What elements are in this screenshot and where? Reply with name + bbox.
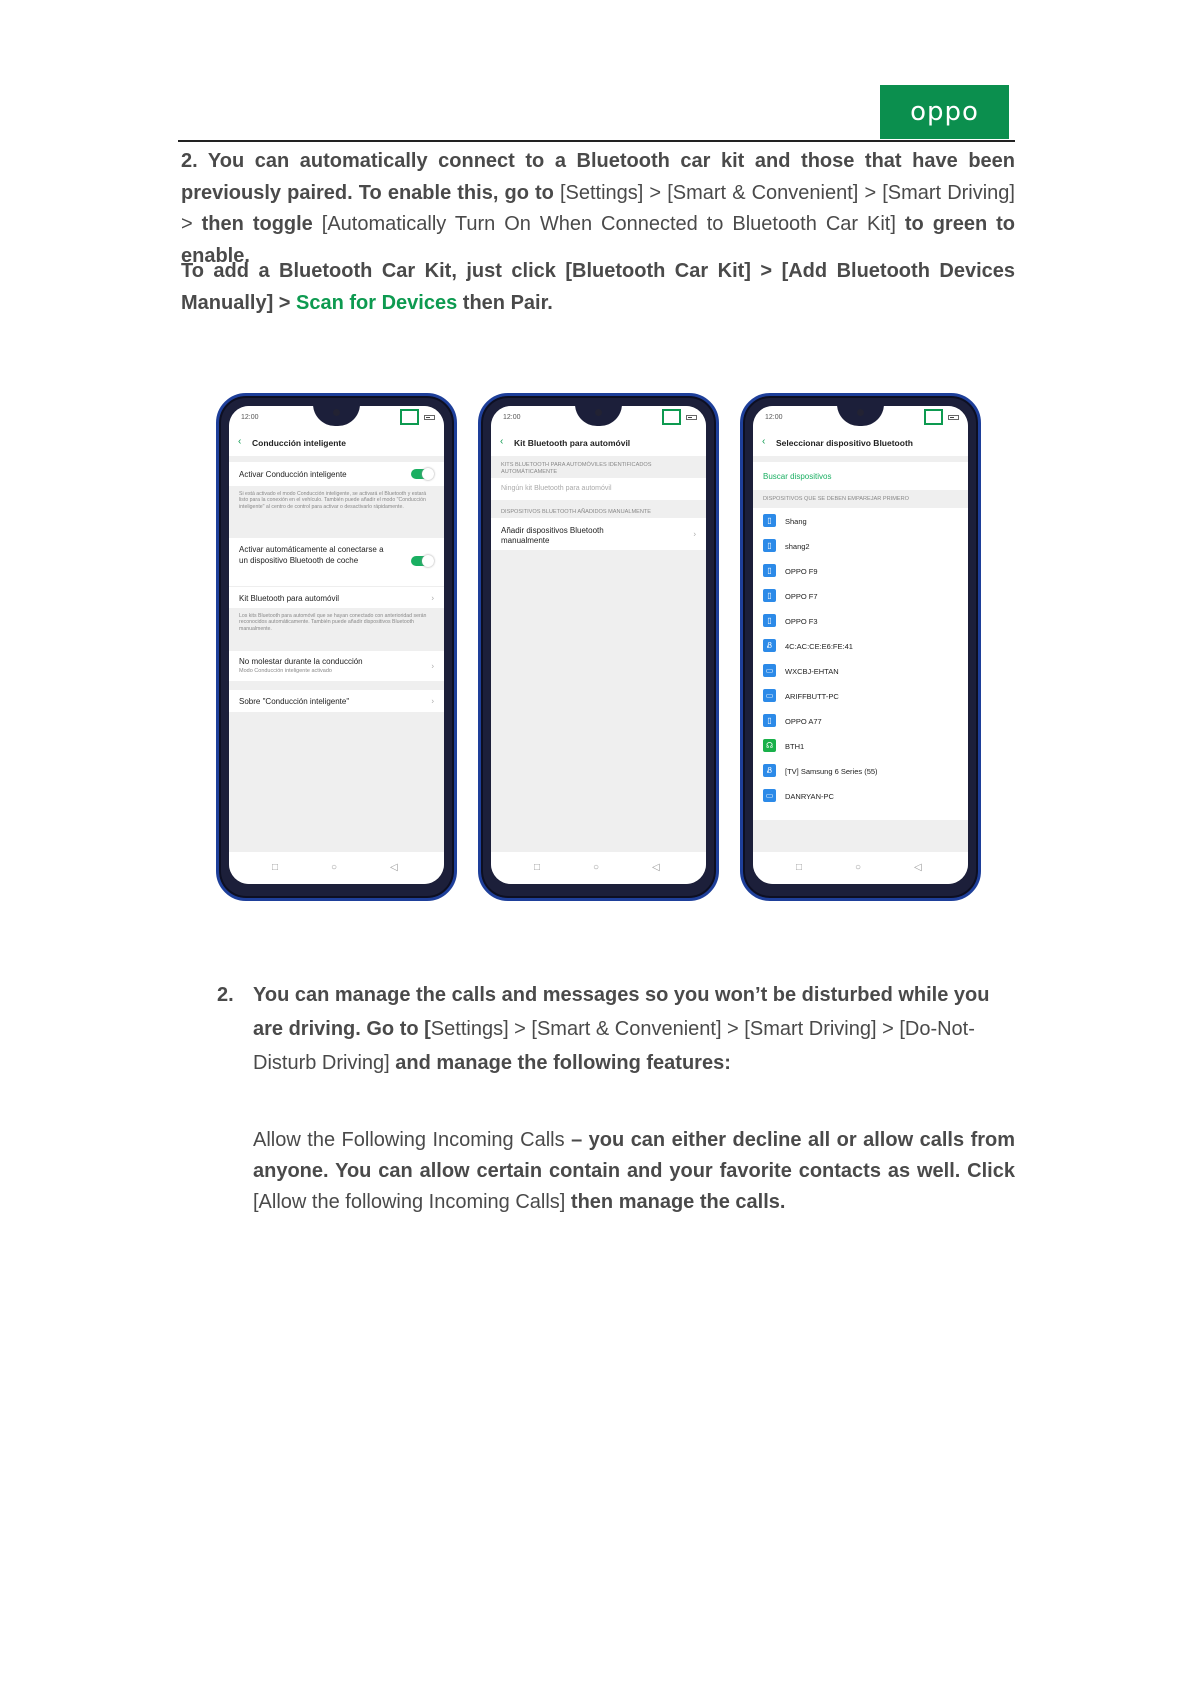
empty-label: Ningún kit Bluetooth para automóvil [501, 485, 612, 492]
smart-driving-note: Si está activado el modo Conducción inteligente, se activará el Bluetooth y estará listo para la conexión en el vehículo. También puede añadir el modo "Conducción inteligente" al centro de control para activar o desactivarlo rápidamente. [239, 491, 427, 510]
device-name: OPPO A77 [785, 717, 822, 726]
item2-bold-a: You can manage the calls and messages so you won’t be disturbed while you are driving. Go to [ [253, 984, 990, 1040]
computer-icon: ▭ [763, 789, 776, 802]
toggle-switch[interactable] [411, 469, 432, 479]
section-header-pair: DISPOSITIVOS QUE SE DEBEN EMPAREJAR PRIMERO [763, 496, 909, 502]
home-icon[interactable]: ○ [855, 862, 862, 873]
screen-title: Seleccionar dispositivo Bluetooth [776, 438, 913, 448]
section-header-manual: DISPOSITIVOS BLUETOOTH AÑADIDOS MANUALMENTE [501, 509, 652, 515]
p2-bold-b: then Pair. [457, 291, 553, 314]
bluetooth-icon: Ᏸ [763, 639, 776, 652]
p1-bold-a: 2. You can automatically connect to a Bluetooth car kit and those that have been previously paired. To enable this, go to [181, 150, 1015, 204]
nav-bar [229, 852, 444, 884]
phone-screenshot-car-kit [478, 393, 719, 901]
back-icon[interactable]: ◁ [652, 862, 660, 873]
recents-icon[interactable]: □ [534, 862, 541, 873]
device-name: OPPO F3 [785, 617, 818, 626]
feature-allow-incoming-calls [253, 1125, 1015, 1218]
paragraph-auto-connect [181, 146, 1015, 272]
device-name: 4C:AC:CE:E6:FE:41 [785, 642, 853, 651]
car-kit-note: Los kits Bluetooth para automóvil que se hayan conectado con anterioridad serán reconocidos automáticamente. También puede añadir dispositivos Bluetooth manualmente. [239, 613, 427, 632]
back-icon[interactable]: ◁ [914, 862, 922, 873]
device-name: WXCBJ-EHTAN [785, 667, 839, 676]
phone-icon: ▯ [763, 539, 776, 552]
phone-icon: ▯ [763, 564, 776, 577]
phone-icon: ▯ [763, 614, 776, 627]
nav-bar [753, 852, 968, 884]
feature-end: then manage the calls. [570, 1191, 786, 1213]
item2-path: Settings] > [Smart & Convenient] > [Smart Driving] > [Do-Not-Disturb Driving] [253, 1018, 975, 1074]
scan-for-devices-button[interactable] [753, 462, 968, 490]
toggle-row-auto-activate[interactable] [229, 538, 444, 586]
device-name: Shang [785, 517, 807, 526]
headphones-icon: ☊ [763, 739, 776, 752]
row-about[interactable] [229, 690, 444, 712]
chevron-right-icon: › [693, 529, 696, 539]
row-label: Kit Bluetooth para automóvil [239, 594, 340, 603]
row-empty-car-kits [491, 478, 706, 500]
scan-label: Buscar dispositivos [763, 472, 832, 481]
logo-text: oppo [910, 97, 979, 127]
device-name: [TV] Samsung 6 Series (55) [785, 767, 878, 776]
device-name: shang2 [785, 542, 810, 551]
phone-screen [753, 406, 968, 884]
item-number: 2. [217, 984, 234, 1006]
title-bar [229, 428, 444, 456]
device-name: ARIFFBUTT-PC [785, 692, 839, 701]
device-name: BTH1 [785, 742, 805, 751]
back-arrow-icon[interactable]: ‹ [238, 436, 242, 447]
computer-icon: ▭ [763, 689, 776, 702]
car-mode-icon-highlight [924, 409, 943, 425]
phone-screenshot-smart-driving [216, 393, 457, 901]
p2-scan-for-devices: Scan for Devices [296, 291, 458, 314]
phone-screen [229, 406, 444, 884]
home-icon[interactable]: ○ [331, 862, 338, 873]
recents-icon[interactable]: □ [272, 862, 279, 873]
toggle-row-smart-driving[interactable] [229, 462, 444, 486]
car-mode-icon-highlight [662, 409, 681, 425]
row-car-kit[interactable] [229, 586, 444, 608]
item-body [253, 978, 1017, 1080]
device-name: OPPO F9 [785, 567, 818, 576]
item2-bold-c: and manage the following features: [395, 1052, 731, 1074]
row-add-manually[interactable] [491, 518, 706, 550]
feature-name: Allow the Following Incoming Calls [253, 1129, 572, 1151]
phone-icon: ▯ [763, 589, 776, 602]
oppo-logo [880, 85, 1009, 139]
device-list [753, 508, 968, 820]
home-icon[interactable]: ○ [593, 862, 600, 873]
phone-icon: ▯ [763, 514, 776, 527]
title-bar [753, 428, 968, 456]
row-do-not-disturb[interactable] [229, 651, 444, 681]
battery-icon [424, 415, 435, 420]
battery-icon [948, 415, 959, 420]
row-label: No molestar durante la conducción [239, 657, 363, 666]
row-label: Sobre "Conducción inteligente" [239, 697, 350, 706]
row-label: Activar Conducción inteligente [239, 470, 347, 479]
header-rule [178, 140, 1015, 142]
back-icon[interactable]: ◁ [390, 862, 398, 873]
screen-title: Conducción inteligente [252, 438, 346, 448]
back-arrow-icon[interactable]: ‹ [500, 436, 504, 447]
paragraph-add-car-kit [181, 256, 1015, 319]
section-header-auto: KITS BLUETOOTH PARA AUTOMÓVILES IDENTIFICADOS AUTOMÁTICAMENTE [501, 462, 652, 475]
bluetooth-icon: Ᏸ [763, 764, 776, 777]
nav-bar [491, 852, 706, 884]
chevron-right-icon: › [431, 661, 434, 671]
toggle-switch[interactable] [411, 556, 432, 566]
p1-path: [Settings] > [Smart & Convenient] > [Smart Driving] > [181, 181, 1015, 235]
chevron-right-icon: › [431, 593, 434, 602]
p1-bold-c: then toggle [201, 213, 322, 235]
p1-option: [Automatically Turn On When Connected to Bluetooth Car Kit] [321, 213, 905, 235]
title-bar [491, 428, 706, 456]
phone-screen [491, 406, 706, 884]
feature-desc: – you can either decline all or allow calls from anyone. You can allow certain contain and your favorite contacts as well. Click [253, 1129, 1016, 1182]
battery-icon [686, 415, 697, 420]
p2-bold-a: To add a Bluetooth Car Kit, just click [Bluetooth Car Kit] > [Add Bluetooth Devices Manually] > [181, 260, 1015, 314]
computer-icon: ▭ [763, 664, 776, 677]
phone-screenshot-select-device [740, 393, 981, 901]
chevron-right-icon: › [431, 696, 434, 706]
status-time: 12:00 [765, 414, 783, 421]
status-time: 12:00 [503, 414, 521, 421]
row-label: Añadir dispositivos Bluetooth manualmente [501, 526, 604, 545]
phone-icon: ▯ [763, 714, 776, 727]
numbered-item-do-not-disturb [217, 978, 1017, 1080]
screen-title: Kit Bluetooth para automóvil [514, 438, 631, 448]
feature-option: [Allow the following Incoming Calls] [253, 1191, 571, 1213]
recents-icon[interactable]: □ [796, 862, 803, 873]
car-mode-icon-highlight [400, 409, 419, 425]
status-time: 12:00 [241, 414, 259, 421]
device-name: OPPO F7 [785, 592, 818, 601]
row-label: Activar automáticamente al conectarse a un dispositivo Bluetooth de coche [239, 545, 384, 565]
device-name: DANRYAN-PC [785, 792, 834, 801]
row-sublabel: Modo Conducción inteligente activado [239, 668, 332, 674]
back-arrow-icon[interactable]: ‹ [762, 436, 766, 447]
p1-bold-e: to green to enable. [181, 213, 1015, 267]
